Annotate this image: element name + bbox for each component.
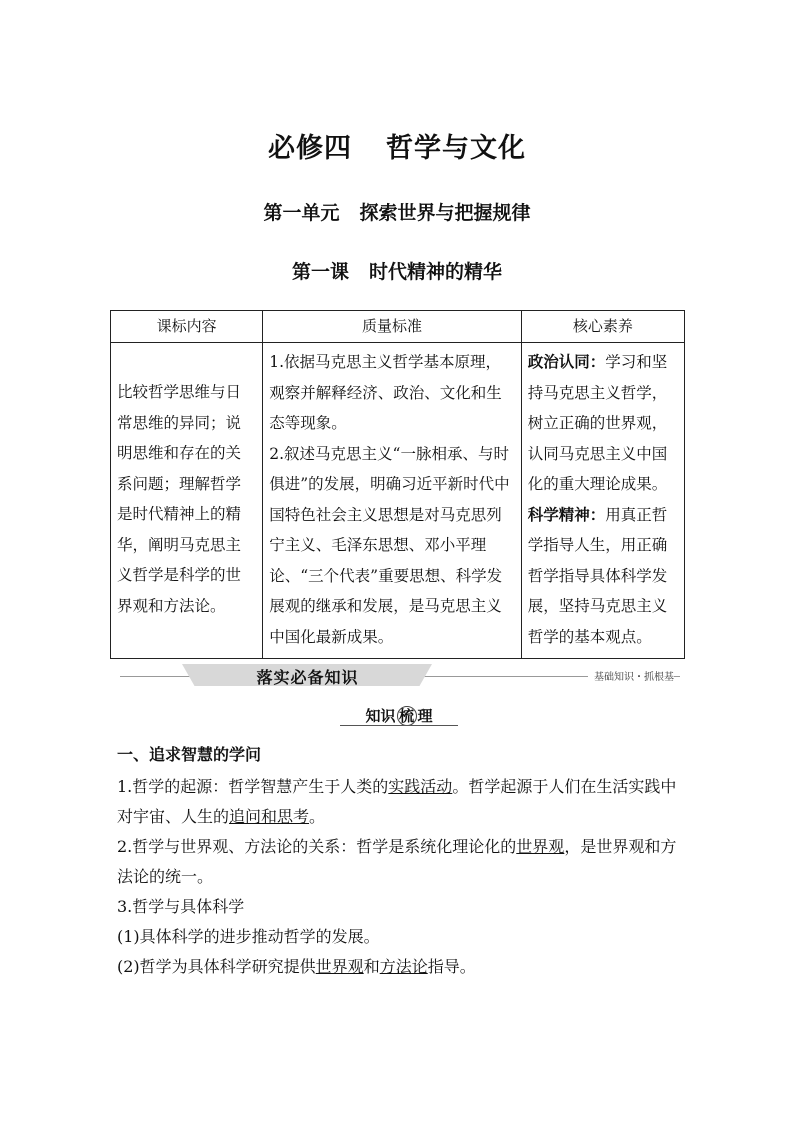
paragraph-text: 哲学智慧产生于人类的 (228, 777, 389, 796)
lesson-name: 时代精神的精华 (369, 261, 503, 283)
book-title-name: 哲学与文化 (386, 133, 526, 164)
lesson-title (0, 257, 794, 284)
blank-answer: 世界观 (315, 957, 364, 976)
badge-text: 理 (417, 707, 433, 725)
unit-name: 探索世界与把握规律 (359, 202, 531, 224)
banner-caption: 基础知识・抓根基 (588, 668, 674, 683)
literacy-item (528, 500, 678, 653)
unit-title (0, 198, 794, 225)
paragraph: 3.哲学与具体科学 (117, 897, 245, 916)
core-literacy-cell (521, 343, 684, 659)
paragraph-text: 和 (363, 957, 380, 976)
paragraph: (1)具体科学的进步推动哲学的发展。 (117, 927, 380, 946)
paragraph-text: ，是世界观和方法论的统一。 (117, 837, 677, 886)
lesson-number: 第一课 (291, 261, 349, 283)
book-title-volume: 必修四 (268, 133, 352, 164)
badge-label (340, 705, 458, 726)
literacy-label: 政治认同： (527, 352, 606, 371)
table-header: 课标内容 (111, 311, 263, 343)
paragraph-label: 2.哲学与世界观、方法论的关系： (117, 837, 357, 856)
blank-answer: 世界观 (516, 837, 565, 856)
badge-circled-char: 梳 (397, 706, 417, 726)
paragraph (117, 772, 687, 832)
curriculum-standards-table (110, 310, 685, 659)
table-header-row (111, 311, 685, 343)
blank-answer: 方法论 (379, 957, 428, 976)
paragraph (117, 952, 687, 982)
paragraph-text: 。 (309, 807, 326, 826)
unit-number: 第一单元 (263, 202, 340, 224)
quality-item: 2.叙述马克思主义“一脉相承、与时俱进”的发展，明确习近平新时代中国特色社会主义思想是对马克思列宁主义、毛泽东思想、邓小平理论、“三个代表”重要思想、科学发展观的继承和发展，是马克思主义中国化最新成果。 (269, 444, 510, 646)
section-banner (120, 664, 680, 690)
paragraph-text: (2)哲学为具体科学研究提供 (117, 957, 316, 976)
banner-title: 落实必备知识 (256, 668, 359, 687)
paragraph-text: 哲学是系统化理论化的 (356, 837, 517, 856)
paragraph-text: 。哲学起源于人们在生活实践中对宇宙、人生的 (117, 777, 677, 826)
knowledge-content (117, 740, 687, 982)
paragraph (117, 832, 687, 892)
book-title (0, 126, 794, 165)
standard-content-cell: 比较哲学思维与日常思维的异同；说明思维和存在的关系问题；理解哲学是时代精神上的精华，阐明马克思主义哲学是科学的世界观和方法论。 (111, 343, 263, 659)
section-heading: 一、追求智慧的学问 (117, 745, 262, 764)
literacy-label: 科学精神： (527, 504, 606, 524)
badge-text: 知识 (365, 707, 396, 725)
table-header: 核心素养 (521, 311, 684, 343)
paragraph-label: 1.哲学的起源： (117, 777, 229, 796)
quality-standard-cell (263, 343, 521, 659)
badge-underline (340, 725, 458, 726)
table-row (111, 343, 685, 659)
paragraph-text: 指导。 (427, 957, 476, 976)
literacy-text: 用真正哲学指导人生，用正确哲学指导具体科学发展，坚持马克思主义哲学的基本观点。 (527, 505, 668, 646)
literacy-text: 学习和坚持马克思主义哲学，树立正确的世界观，认同马克思主义中国化的重大理论成果。 (527, 353, 668, 493)
knowledge-badge (340, 704, 458, 726)
blank-answer: 实践活动 (388, 777, 453, 796)
blank-answer: 追问和思考 (229, 807, 310, 826)
table-header: 质量标准 (263, 311, 521, 343)
literacy-item (528, 347, 678, 500)
quality-item: 1.依据马克思主义哲学基本原理，观察并解释经济、政治、文化和生态等现象。 (269, 353, 502, 432)
